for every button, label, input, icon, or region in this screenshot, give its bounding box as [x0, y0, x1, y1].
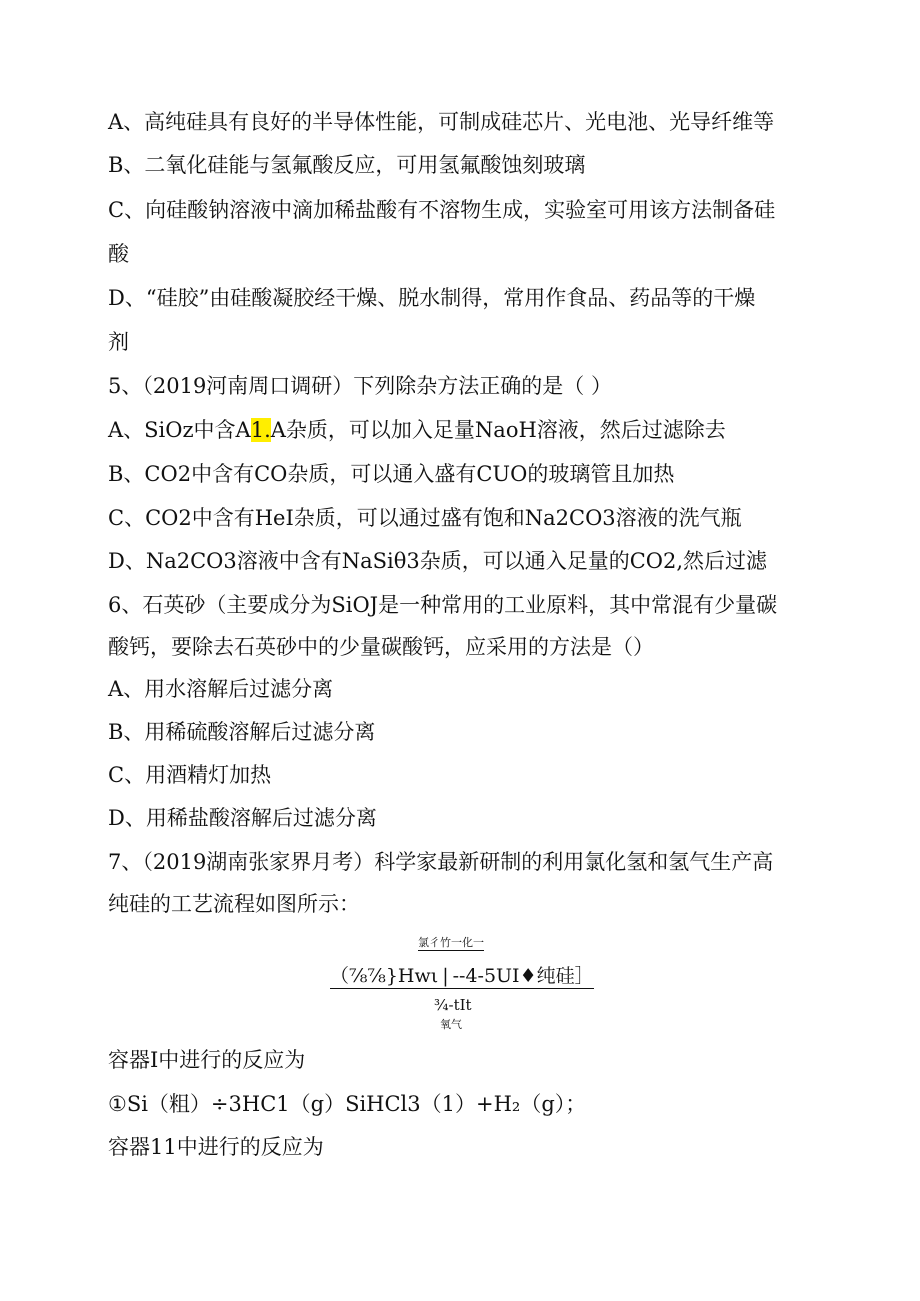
q5-option-a-text-rest: A杂质，可以加入足量NaoH溶液，然后过滤除去 [270, 418, 726, 442]
q6-option-c: C、用酒精灯加热 [108, 763, 272, 787]
diagram-main-row [330, 964, 594, 989]
q5-option-d: D、Na2CO3溶液中含有NaSiθ3杂质，可以通入足量的CO2,然后过滤 [108, 549, 768, 573]
diagram-top-label: 氯彳竹一化一 [418, 936, 484, 949]
diagram-oxygen-label: 氧气 [440, 1018, 462, 1031]
q4-option-d: D、“硅胶”由硅酸凝胶经干燥、脱水制得，常用作食品、药品等的干燥 [108, 286, 756, 310]
q7-stem-cont: 纯硅的工艺流程如图所示： [108, 892, 360, 916]
reaction-1-equation: ①Si（粗）÷3HC1（g）SiHCl3（1）+H₂（g）； [108, 1092, 587, 1116]
q5-stem: 5、（2019河南周口调研）下列除杂方法正确的是（ ） [108, 374, 612, 398]
q6-option-d: D、用稀盐酸溶解后过滤分离 [108, 806, 377, 830]
q5-option-a [108, 416, 808, 444]
process-flow-diagram [300, 932, 620, 1042]
q7-stem: 7、（2019湖南张家界月考）科学家最新研制的利用氯化氢和氢气生产高 [108, 850, 774, 874]
q5-option-a-text: A、SiOz中含A [108, 418, 251, 442]
q6-stem-cont: 酸钙，要除去石英砂中的少量碳酸钙，应采用的方法是（） [108, 635, 654, 659]
q6-option-b: B、用稀硫酸溶解后过滤分离 [108, 720, 376, 744]
container-2-text: 容器11中进行的反应为 [108, 1135, 324, 1159]
q4-option-c-cont: 酸 [108, 242, 129, 266]
diagram-divider: | [442, 965, 449, 987]
diagram-left-label: （⅞⅞}Hwι [330, 965, 439, 987]
diagram-right-label: --4-5UI♦纯硅］ [452, 965, 594, 987]
q5-option-c: C、CO2中含有HeI杂质，可以通过盛有饱和Na2CO3溶液的洗气瓶 [108, 506, 742, 530]
q6-stem: 6、石英砂（主要成分为SiOJ是一种常用的工业原料，其中常混有少量碳 [108, 593, 778, 617]
q4-option-c: C、向硅酸钠溶液中滴加稀盐酸有不溶物生成，实验室可用该方法制备硅 [108, 198, 776, 222]
q4-option-d-cont: 剂 [108, 330, 129, 354]
container-1-text: 容器I中进行的反应为 [108, 1048, 306, 1072]
diagram-bottom-label: ¾-tIt [434, 996, 472, 1014]
q5-option-b: B、CO2中含有CO杂质，可以通入盛有CUO的玻璃管且加热 [108, 462, 675, 486]
q4-option-b: B、二氧化硅能与氢氟酸反应，可用氢氟酸蚀刻玻璃 [108, 153, 586, 177]
highlight-mark: 1. [250, 418, 271, 442]
q4-option-a: A、高纯硅具有良好的半导体性能，可制成硅芯片、光电池、光导纤维等 [108, 110, 775, 134]
q6-option-a: A、用水溶解后过滤分离 [108, 677, 334, 701]
